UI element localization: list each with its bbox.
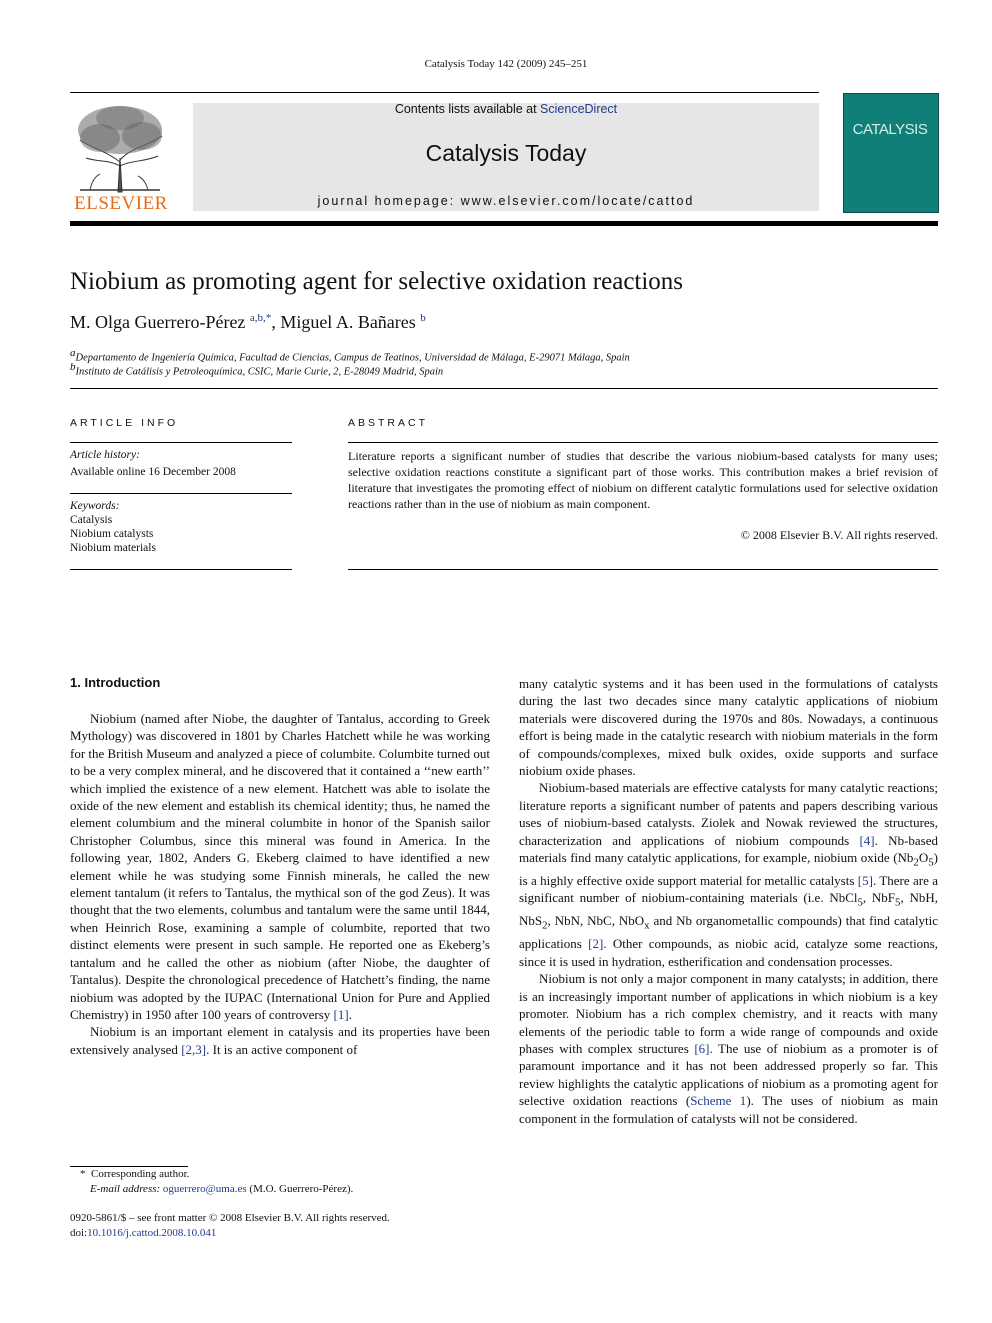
divider: [70, 493, 292, 494]
journal-citation: Catalysis Today 142 (2009) 245–251: [424, 58, 588, 70]
reference-link[interactable]: [6]: [694, 1040, 710, 1056]
paragraph-text: O: [918, 850, 929, 866]
email-note: [70, 1182, 353, 1197]
footnote: [70, 1167, 353, 1197]
affiliation-superscript[interactable]: b: [420, 312, 426, 324]
elsevier-wordmark: ELSEVIER: [74, 193, 168, 214]
article-info-heading: ARTICLE INFO: [70, 417, 179, 429]
affiliation-mark: b: [70, 361, 76, 373]
affiliation-b: [70, 361, 443, 378]
subscript: 5: [928, 856, 934, 869]
author-separator: ,: [271, 312, 281, 332]
divider: [70, 569, 292, 570]
introduction-heading: 1. Introduction: [70, 675, 161, 690]
paragraph-text: ). The uses of niobium as main component in the formulation of catalysts will not be considered.: [519, 1093, 938, 1126]
scheme-link[interactable]: Scheme 1: [690, 1093, 747, 1109]
affiliation-superscript[interactable]: a,b,: [249, 312, 266, 324]
author-list: [70, 312, 426, 333]
contents-line: [193, 102, 819, 116]
keyword: Niobium materials: [70, 542, 156, 554]
history-value: Available online 16 December 2008: [70, 466, 236, 478]
abstract-heading: ABSTRACT: [348, 417, 429, 429]
paragraph-text: Niobium (named after Niobe, the daughter of Tantalus, according to Greek Mythology) was discovered in 1801 by Charles Hatchett while he was working for the British Museum and analyzed a piece of columbite. Columbite turned out to be a very complex mineral, and he discovered that it contained a ‘‘new earth’’ which implied the existence of a new element. Hatchett was able to isolate the oxide of the new element and establish its chemical identity; thus, he named the element columbium and the mineral columbite in honor of the Spanish sailor Christopher Columbus, since this mineral was found in America. In the following year, 1802, Anders G. Ekeberg claimed to have identified a new element while he was studying some Finnish minerals, he called the new element tantalum (it refers to Tantalus, the mythical son of the god Zeus). It was thought that the two elements, columbus and tantalum were the same until 1844, when Heinrich Rose, examining a sample of columbite, reported that two distinct elements were present in such sample. He reported one as Ekeberg’s tantalum and he called the other as niobium (after Niobe, the daughter of Tantalus). Despite the chronological precedence of Hatchett’s finding, the name niobium was adopted by the IUPAC (International Union for Pure and Applied Chemistry) in 1950 after 100 years of controversy: [70, 711, 490, 1022]
subscript: 2: [542, 920, 548, 933]
paragraph-text: . Other compounds, as niobic acid, catalyze some reactions, since it is used in hydration, estherification and condensation processes.: [519, 936, 938, 969]
doi-line: [70, 1226, 390, 1241]
front-matter: [70, 1211, 390, 1241]
divider: [348, 569, 938, 570]
affiliation-mark: a: [70, 347, 76, 359]
author-name: M. Olga Guerrero-Pérez: [70, 312, 246, 332]
reference-link[interactable]: [4]: [859, 832, 875, 848]
footnote-mark: *: [80, 1168, 86, 1180]
subscript: 5: [857, 897, 863, 910]
paragraph: [519, 779, 938, 970]
paragraph-text: Niobium-based materials are effective catalysts for many catalytic reactions; literature reports a significant number of patents and papers describing various uses of niobium-based catalysts. Ziolek and Nowak reviewed the structures, characterization and applications of niobium compounds: [519, 780, 938, 848]
section-rule: [70, 388, 938, 389]
contents-prefix: Contents lists available at: [394, 102, 541, 116]
body-column-right: [519, 675, 938, 1127]
affiliation-text: Departamento de Ingeniería Química, Facultad de Ciencias, Campus de Teatinos, Universidad de Málaga, E-29071 Málaga, Spain: [75, 352, 630, 364]
footnote-text: (M.O. Guerrero-Pérez).: [246, 1183, 354, 1195]
reference-link[interactable]: [1]: [333, 1006, 349, 1022]
paragraph: [519, 970, 938, 1127]
header-rule: [70, 221, 938, 226]
doi-link[interactable]: 10.1016/j.cattod.2008.10.041: [87, 1227, 217, 1239]
divider: [348, 442, 938, 443]
keyword: Catalysis: [70, 514, 113, 526]
email-link[interactable]: oguerrero@uma.es: [162, 1183, 247, 1195]
paragraph-text: . There are a significant number of niobium-containing materials (i.e. NbCl: [519, 873, 939, 906]
abstract-text: Literature reports a significant number of studies that describe the various niobium-based catalysts for many uses; selective oxidation reactions constitute a significant part of those works. This contribution makes a brief revision of literature that investigates the promoting effect of niobium on different catalytic formulations used for selective oxidation reactions rather than in the use of niobium as main component.: [348, 449, 938, 511]
reference-link[interactable]: [2]: [588, 936, 604, 952]
reference-link[interactable]: [5]: [857, 873, 873, 889]
journal-cover-thumbnail[interactable]: [843, 93, 939, 213]
paragraph: [70, 710, 490, 1023]
paragraph-text: , NbN, NbC, NbO: [547, 913, 645, 929]
keyword: Niobium catalysts: [70, 528, 154, 540]
email-label: E-mail address:: [90, 1183, 163, 1195]
punctuation: .: [348, 1006, 352, 1022]
divider: [70, 442, 292, 443]
affiliation-text: Instituto de Catálisis y Petroleoquímica, CSIC, Marie Curie, 2, E-28049 Madrid, Spain: [75, 366, 444, 378]
paragraph-text: . It is an active component of: [206, 1041, 358, 1057]
paragraph-text: . The use of niobium as a promoter is of paramount importance and it has not been addressed properly so far. This review highlights the catalytic applications of niobium as a promoting agent for selective oxidation reactions (: [519, 1040, 938, 1109]
sciencedirect-link[interactable]: ScienceDirect: [540, 102, 618, 116]
paragraph-text: Niobium is not only a major component in many catalysts; in addition, there is an increasingly important number of applications in which niobium is a key promoter. Niobium has a rich complex chemistry, and it reacts with many elements of the periodic table to form a wide range of compounds and oxide phases with complex structures: [519, 971, 938, 1056]
journal-title: Catalysis Today: [425, 140, 587, 166]
paragraph-text: ) is a highly effective oxide support material for metallic catalysts: [519, 850, 938, 889]
journal-homepage[interactable]: journal homepage: www.elsevier.com/locate/cattod: [317, 194, 695, 208]
doi-label: doi:: [70, 1227, 88, 1239]
keywords-label: Keywords:: [70, 500, 120, 512]
author-name: Miguel A. Bañares: [280, 312, 416, 332]
top-rule: [70, 92, 819, 93]
corresponding-author-mark[interactable]: *: [265, 312, 272, 324]
article-title: Niobium as promoting agent for selective oxidation reactions: [70, 268, 684, 295]
footnote-text: Corresponding author.: [91, 1168, 190, 1180]
paragraph-text: Niobium is an important element in catalysis and its properties have been extensively analysed: [70, 1024, 490, 1057]
subscript: x: [644, 920, 650, 933]
keywords-list: [70, 513, 156, 555]
history-label: Article history:: [70, 449, 140, 461]
journal-cover-title: CATALYSIS: [852, 121, 928, 138]
paragraph-text: , NbH, NbS: [519, 890, 938, 929]
body-column-left: [70, 710, 490, 1058]
subscript: 5: [895, 897, 901, 910]
paragraph: [70, 1023, 490, 1058]
subscript: 2: [913, 856, 919, 869]
front-matter-line: 0920-5861/$ – see front matter © 2008 Elsevier B.V. All rights reserved.: [70, 1212, 390, 1224]
paragraph-continuation: many catalytic systems and it has been used in the formulations of catalysts during the last two decades since many catalytic applications of niobium materials were discovered during the 1970s and 80s. Nowadays, a continuous effort is being made in the catalytic research with niobium materials in the form of compounds/complexes, mixed bulk oxides, oxide supports and surface niobium oxide phases.: [519, 676, 938, 779]
paragraph-text: , NbF: [862, 890, 896, 906]
abstract-copyright: © 2008 Elsevier B.V. All rights reserved.: [740, 528, 938, 542]
paragraph-text: . Nb-based materials find many catalytic applications, for example, niobium oxide (Nb: [519, 832, 939, 866]
reference-link[interactable]: [2,3]: [181, 1041, 207, 1057]
corresponding-note: [70, 1167, 353, 1182]
paragraph-text: and Nb organometallic compounds) that find catalytic applications: [519, 913, 938, 952]
